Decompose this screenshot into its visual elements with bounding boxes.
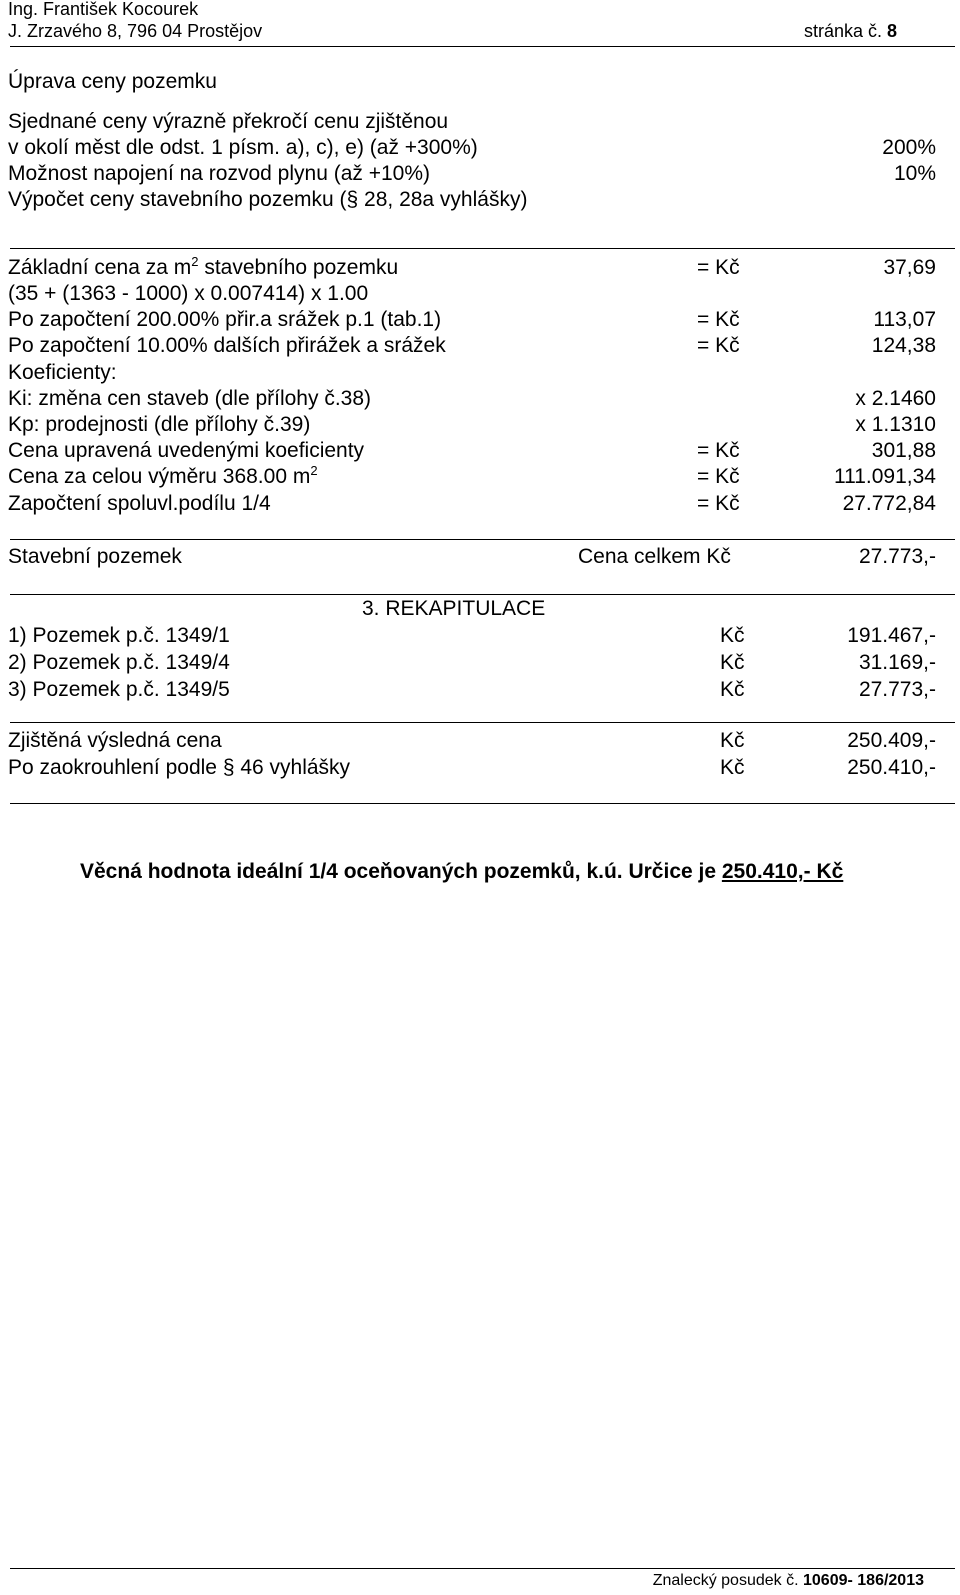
adjust-line-3: Možnost napojení na rozvod plynu (až +10%): [8, 162, 430, 185]
section-title: Úprava ceny pozemku: [8, 70, 217, 93]
summary-rule: [10, 539, 955, 540]
recap-title: 3. REKAPITULACE: [362, 597, 546, 620]
row-3-label: Cena upravená uvedenými koeficienty: [8, 439, 365, 462]
page-number: 8: [887, 21, 898, 41]
summary-label: Stavební pozemek: [8, 545, 182, 568]
recap-item-3-value: 27.773,-: [858, 678, 936, 701]
result-cur: Kč: [720, 729, 745, 752]
base-price-eq: = Kč: [697, 256, 740, 279]
recap-item-3-label: 3) Pozemek p.č. 1349/5: [8, 678, 230, 701]
row-3-eq: = Kč: [697, 439, 740, 462]
row-2-label: Po započtení 10.00% dalších přirážek a srážek: [8, 334, 446, 357]
adjust-line-3-value: 10%: [893, 162, 936, 185]
row-4-sup: 2: [310, 463, 318, 478]
ki-label: Ki: změna cen staveb (dle přílohy č.38): [8, 387, 372, 410]
final-statement: [80, 859, 843, 885]
base-price-value: 37,69: [883, 256, 936, 279]
row-1-eq: = Kč: [697, 308, 740, 331]
row-3-value: 301,88: [871, 439, 936, 462]
recap-item-1-label: 1) Pozemek p.č. 1349/1: [8, 624, 230, 647]
summary-total-value: 27.773,-: [858, 545, 936, 568]
adjust-line-4: Výpočet ceny stavebního pozemku (§ 28, 28a vyhlášky): [8, 188, 528, 211]
row-1-value: 113,07: [873, 308, 936, 331]
footer-text: [653, 1570, 924, 1592]
footer-number: 10609- 186/2013: [803, 1572, 924, 1589]
recap-item-2-label: 2) Pozemek p.č. 1349/4: [8, 651, 230, 674]
row-5-label: Započtení spoluvl.podílu 1/4: [8, 492, 271, 515]
row-4-label-text: Cena za celou výměru 368.00 m: [8, 465, 311, 488]
result-rule: [10, 722, 955, 723]
row-5-value: 27.772,84: [842, 492, 936, 515]
final-value: 250.410,- Kč: [721, 860, 844, 883]
recap-item-3-cur: Kč: [720, 678, 745, 701]
result-value: 250.409,-: [847, 729, 936, 752]
row-2-eq: = Kč: [697, 334, 740, 357]
base-price-label-post: stavebního pozemku: [198, 256, 399, 279]
ki-value: x 2.1460: [855, 387, 936, 410]
header-rule: [10, 46, 955, 47]
footer-label: Znalecký posudek č.: [652, 1572, 799, 1589]
row-4-label: [8, 464, 318, 490]
summary-total-label: Cena celkem Kč: [578, 545, 731, 568]
recap-rule: [10, 594, 955, 595]
footer-rule: [10, 1568, 955, 1569]
header-author: Ing. František Kocourek: [8, 0, 199, 19]
kp-label: Kp: prodejnosti (dle přílohy č.39): [8, 413, 311, 436]
row-1-label: Po započtení 200.00% přir.a srážek p.1 (tab.1): [8, 308, 442, 331]
base-price-label-text: Základní cena za m: [8, 256, 192, 279]
coefficients-label: Koeficienty:: [8, 361, 117, 384]
base-price-label: [8, 255, 398, 281]
rounded-label: Po zaokrouhlení podle § 46 vyhlášky: [8, 756, 351, 779]
adjust-line-1: Sjednané ceny výrazně překročí cenu zjištěnou: [8, 110, 449, 133]
row-4-value: 111.091,34: [834, 465, 936, 488]
header-page: [804, 20, 897, 42]
rounded-value: 250.410,-: [847, 756, 936, 779]
row-5-eq: = Kč: [697, 492, 740, 515]
calc-rule: [10, 248, 955, 249]
recap-item-1-value: 191.467,-: [847, 624, 936, 647]
final-rule: [10, 803, 955, 804]
row-4-eq: = Kč: [697, 465, 740, 488]
result-label: Zjištěná výsledná cena: [8, 729, 222, 752]
final-text: Věcná hodnota ideální 1/4 oceňovaných pozemků, k.ú. Určice je: [80, 860, 722, 883]
adjust-line-2-value: 200%: [882, 136, 936, 159]
header-address: J. Zrzavého 8, 796 04 Prostějov: [8, 21, 263, 41]
formula: (35 + (1363 - 1000) x 0.007414) x 1.00: [8, 282, 369, 305]
adjust-line-2: v okolí měst dle odst. 1 písm. a), c), e) (až +300%): [8, 136, 478, 159]
kp-value: x 1.1310: [855, 413, 936, 436]
recap-item-2-cur: Kč: [720, 651, 745, 674]
page-label: stránka č.: [804, 21, 883, 41]
rounded-cur: Kč: [720, 756, 745, 779]
row-2-value: 124,38: [871, 334, 936, 357]
recap-item-1-cur: Kč: [720, 624, 745, 647]
recap-item-2-value: 31.169,-: [858, 651, 936, 674]
base-price-sup: 2: [191, 254, 199, 269]
